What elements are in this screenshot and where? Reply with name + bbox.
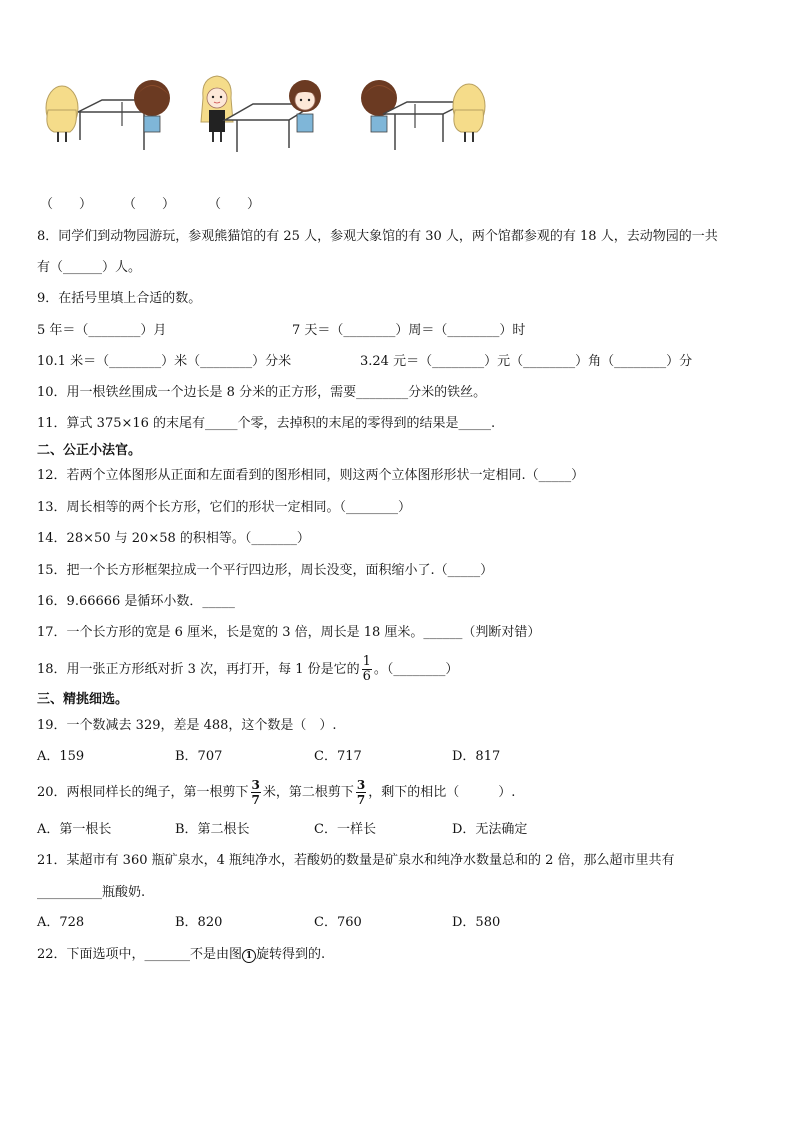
question-21-option-a[interactable]: A．728 <box>37 915 85 930</box>
question-15: 15．把一个长方形框架拉成一个平行四边形，周长没变，面积缩小了.（_____） <box>37 563 494 578</box>
question-20-option-b[interactable]: B．第二根长 <box>175 822 250 837</box>
question-21-line-1: 21．某超市有 360 瓶矿泉水，4 瓶纯净水，若酸奶的数量是矿泉水和纯净水数量总和的 2 倍，那么超市里共有 <box>37 853 675 868</box>
question-20-text-3: ，剩下的相比（ ）. <box>368 785 516 800</box>
question-19-option-b[interactable]: B．707 <box>175 749 223 764</box>
picture-blank-1[interactable]: （ ） <box>40 197 93 212</box>
girl-front-brown-icon <box>289 80 321 132</box>
question-14: 14．28×50 与 20×58 的积相等。（_______） <box>37 531 310 546</box>
question-20-text-1: 20．两根同样长的绳子，第一根剪下 <box>37 785 249 800</box>
question-22-text-1: 22．下面选项中，_______不是由图 <box>37 947 243 962</box>
question-11: 11．算式 375×16 的末尾有_____个零，去掉积的末尾的零得到的结果是_____. <box>37 416 496 431</box>
question-19-option-c[interactable]: C．717 <box>314 749 362 764</box>
question-20-option-d[interactable]: D．无法确定 <box>452 822 528 837</box>
scene-2 <box>195 70 345 155</box>
fraction-numerator: 3 <box>251 778 260 792</box>
question-12: 12．若两个立体图形从正面和左面看到的图形相同，则这两个立体图形形状一定相同.（_____） <box>37 468 585 483</box>
question-18-blank: 。（________） <box>373 662 459 677</box>
question-8-line-1: 8．同学们到动物园游玩，参观熊猫馆的有 25 人，参观大象馆的有 30 人，两个馆都参观的有 18 人，去动物园的一共 <box>37 229 718 244</box>
question-19: 19．一个数减去 329，差是 488，这个数是（ ）. <box>37 718 337 733</box>
girl-back-brown-icon <box>361 80 397 132</box>
picture-blank-2[interactable]: （ ） <box>123 197 176 212</box>
fraction-denominator: 6 <box>362 669 371 684</box>
question-10: 10．用一根铁丝围成一个边长是 8 分米的正方形，需要________分米的铁丝。 <box>37 385 487 400</box>
question-20-option-c[interactable]: C．一样长 <box>314 822 376 837</box>
question-8-line-2: 有（______）人。 <box>37 260 142 275</box>
question-19-option-d[interactable]: D．817 <box>452 749 501 764</box>
girl-back-brown-icon <box>134 80 170 132</box>
question-18-fraction <box>362 655 372 684</box>
question-20-text-2: 米，第二根剪下 <box>262 785 354 800</box>
girl-back-blonde-icon <box>46 86 78 142</box>
section-2-heading: 二、公正小法官。 <box>37 443 142 458</box>
girl-front-blonde-icon <box>201 76 233 142</box>
question-17: 17．一个长方形的宽是 6 厘米，长是宽的 3 倍，周长是 18 厘米。______（判断对错） <box>37 625 541 640</box>
question-16: 16．9.66666 是循环小数．_____ <box>37 594 235 609</box>
question-21-line-2: __________瓶酸奶. <box>37 885 146 900</box>
question-18 <box>37 652 458 688</box>
fraction-denominator: 7 <box>251 793 260 807</box>
fraction-numerator: 1 <box>362 654 371 669</box>
question-19-option-a[interactable]: A．159 <box>37 749 85 764</box>
question-9-d: 3.24 元＝（________）元（________）角（________）分 <box>360 354 693 369</box>
question-9-c: 10.1 米＝（________）米（________）分米 <box>37 354 292 369</box>
circled-number-icon: 1 <box>242 949 256 963</box>
question-21-option-c[interactable]: C．760 <box>314 915 362 930</box>
question-21-option-b[interactable]: B．820 <box>175 915 223 930</box>
question-9: 9．在括号里填上合适的数。 <box>37 291 202 306</box>
question-20-option-a[interactable]: A．第一根长 <box>37 822 112 837</box>
scene-3 <box>355 70 495 155</box>
question-22 <box>37 947 325 963</box>
fraction-denominator: 7 <box>356 793 366 807</box>
scene-1 <box>40 70 180 155</box>
question-9-a: 5 年＝（________）月 <box>37 323 167 338</box>
question-20 <box>37 775 515 811</box>
question-20-fraction-2 <box>356 778 366 807</box>
fraction-numerator: 3 <box>356 778 366 792</box>
question-22-text-2: 旋转得到的. <box>256 947 326 962</box>
question-18-text: 18．用一张正方形纸对折 3 次，再打开，每 1 份是它的 <box>37 662 360 677</box>
picture-blank-3[interactable]: （ ） <box>208 197 261 212</box>
question-21-option-d[interactable]: D．580 <box>452 915 501 930</box>
question-9-b: 7 天＝（________）周＝（________）时 <box>292 323 526 338</box>
question-20-fraction-1 <box>251 778 261 807</box>
section-3-heading: 三、精挑细选。 <box>37 692 129 707</box>
question-13: 13．周长相等的两个长方形，它们的形状一定相同。（________） <box>37 500 412 515</box>
girl-back-blonde-icon <box>453 84 485 142</box>
